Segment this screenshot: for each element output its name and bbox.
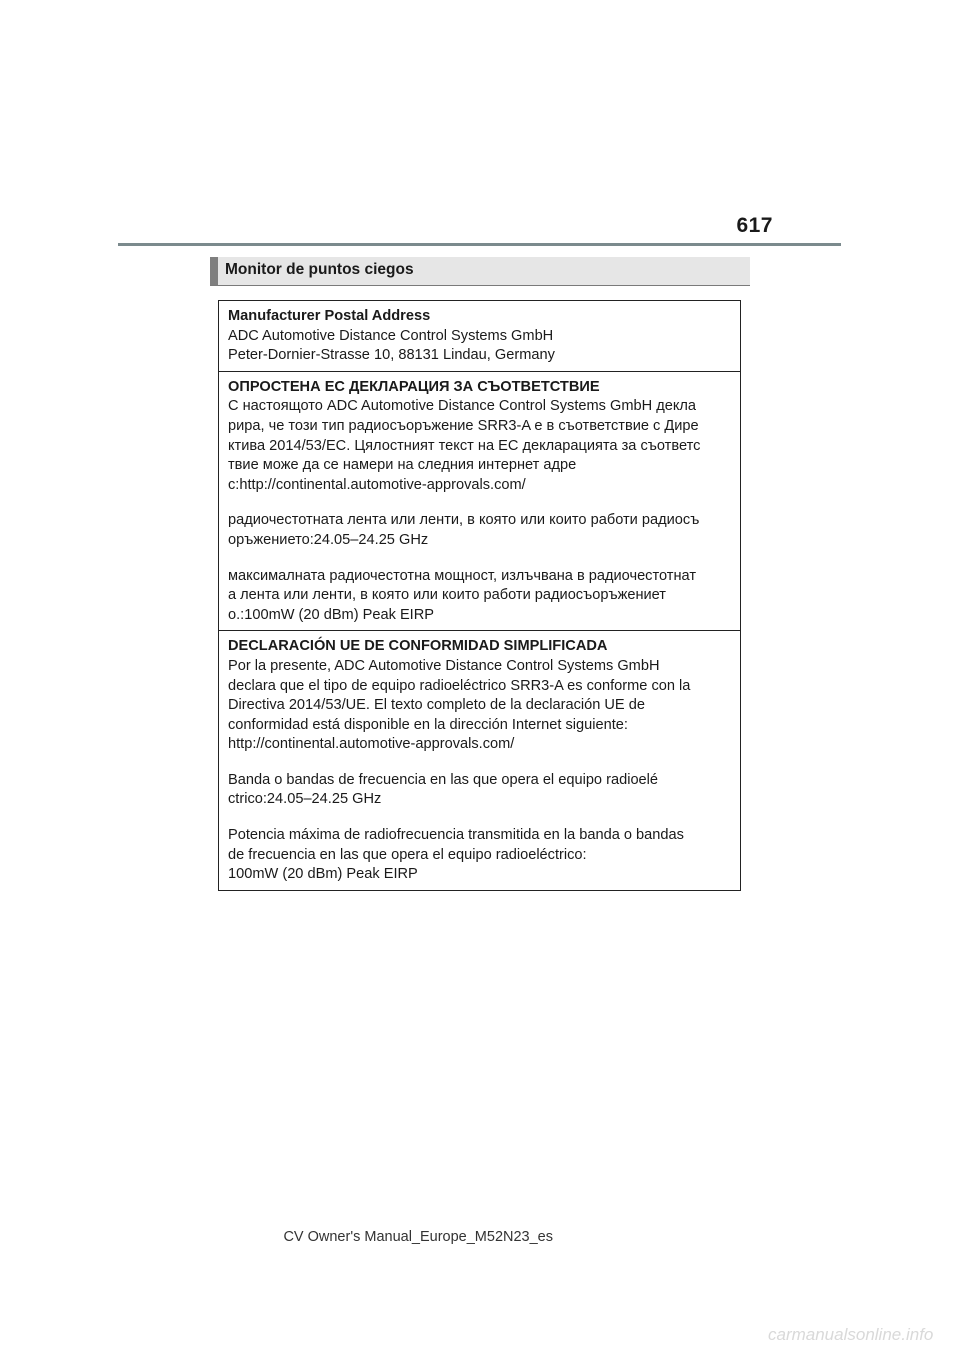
spanish-text-line: 100mW (20 dBm) Peak EIRP — [228, 866, 418, 883]
spanish-declaration-cell — [219, 631, 740, 890]
address-heading: Manufacturer Postal Address — [228, 308, 431, 324]
spanish-text-line: de frecuencia en las que opera el equipo radioeléctrico: — [228, 846, 587, 863]
bulgarian-text-line: с:http://continental.automotive-approvals.com/ — [228, 476, 526, 493]
bulgarian-text-line: максималната радиочестотна мощност, излъчвана в радиочестотнат — [228, 567, 697, 584]
spanish-text-line: declara que el tipo de equipo radioeléctrico SRR3-A es conforme con la — [228, 677, 691, 694]
section-title-bar — [210, 257, 750, 286]
page-number: 617 — [736, 214, 773, 237]
bulgarian-heading: ОПРОСТЕНА ЕС ДЕКЛАРАЦИЯ ЗА СЪОТВЕТСТВИЕ — [228, 378, 600, 395]
address-line: Peter-Dornier-Strasse 10, 88131 Lindau, Germany — [228, 347, 555, 364]
bulgarian-declaration-cell — [219, 372, 740, 632]
spanish-text-line: Potencia máxima de radiofrecuencia transmitida en la banda o bandas — [228, 827, 684, 844]
paragraph-gap — [228, 810, 732, 826]
bulgarian-text-line: рира, че този тип радиосъоръжение SRR3-A е в съответствие с Дире — [228, 417, 699, 434]
bulgarian-text-line: С настоящото ADC Automotive Distance Control Systems GmbH декла — [228, 398, 697, 415]
watermark: carmanualsonline.info — [768, 1325, 934, 1344]
bulgarian-text-line: о.:100mW (20 dBm) Peak EIRP — [228, 606, 435, 623]
footer-manual-id: CV Owner's Manual_Europe_M52N23_es — [283, 1229, 553, 1245]
header-rule — [118, 243, 841, 246]
spanish-text-line: Por la presente, ADC Automotive Distance Control Systems GmbH — [228, 657, 660, 674]
spanish-text-line: Banda o bandas de frecuencia en las que opera el equipo radioelé — [228, 771, 659, 788]
section-title: Monitor de puntos ciegos — [225, 261, 414, 278]
section-title-accent — [210, 257, 218, 285]
spanish-text-line: Directiva 2014/53/UE. El texto completo de la declaración UE de — [228, 697, 645, 714]
paragraph-gap — [228, 755, 732, 771]
spanish-heading: DECLARACIÓN UE DE CONFORMIDAD SIMPLIFICADA — [228, 638, 608, 655]
bulgarian-text-line: ктива 2014/53/ЕС. Цялостният текст на ЕС декларацията за съответс — [228, 437, 701, 454]
spanish-text-line: http://continental.automotive-approvals.com/ — [228, 736, 515, 753]
paragraph-gap — [228, 551, 732, 567]
spanish-text-line: conformidad está disponible en la dirección Internet siguiente: — [228, 716, 628, 733]
paragraph-gap — [228, 495, 732, 511]
bulgarian-text-line: радиочестотната лента или ленти, в която или които работи радиосъ — [228, 512, 700, 529]
declaration-table — [218, 300, 741, 891]
address-cell — [219, 301, 740, 372]
address-line: ADC Automotive Distance Control Systems GmbH — [228, 327, 554, 344]
spanish-text-line: ctrico:24.05–24.25 GHz — [228, 791, 382, 808]
bulgarian-text-line: твие може да се намери на следния интернет адре — [228, 457, 577, 474]
bulgarian-text-line: оръжението:24.05–24.25 GHz — [228, 531, 429, 548]
bulgarian-text-line: а лента или ленти, в която или които работи радиосъоръжениет — [228, 587, 666, 604]
